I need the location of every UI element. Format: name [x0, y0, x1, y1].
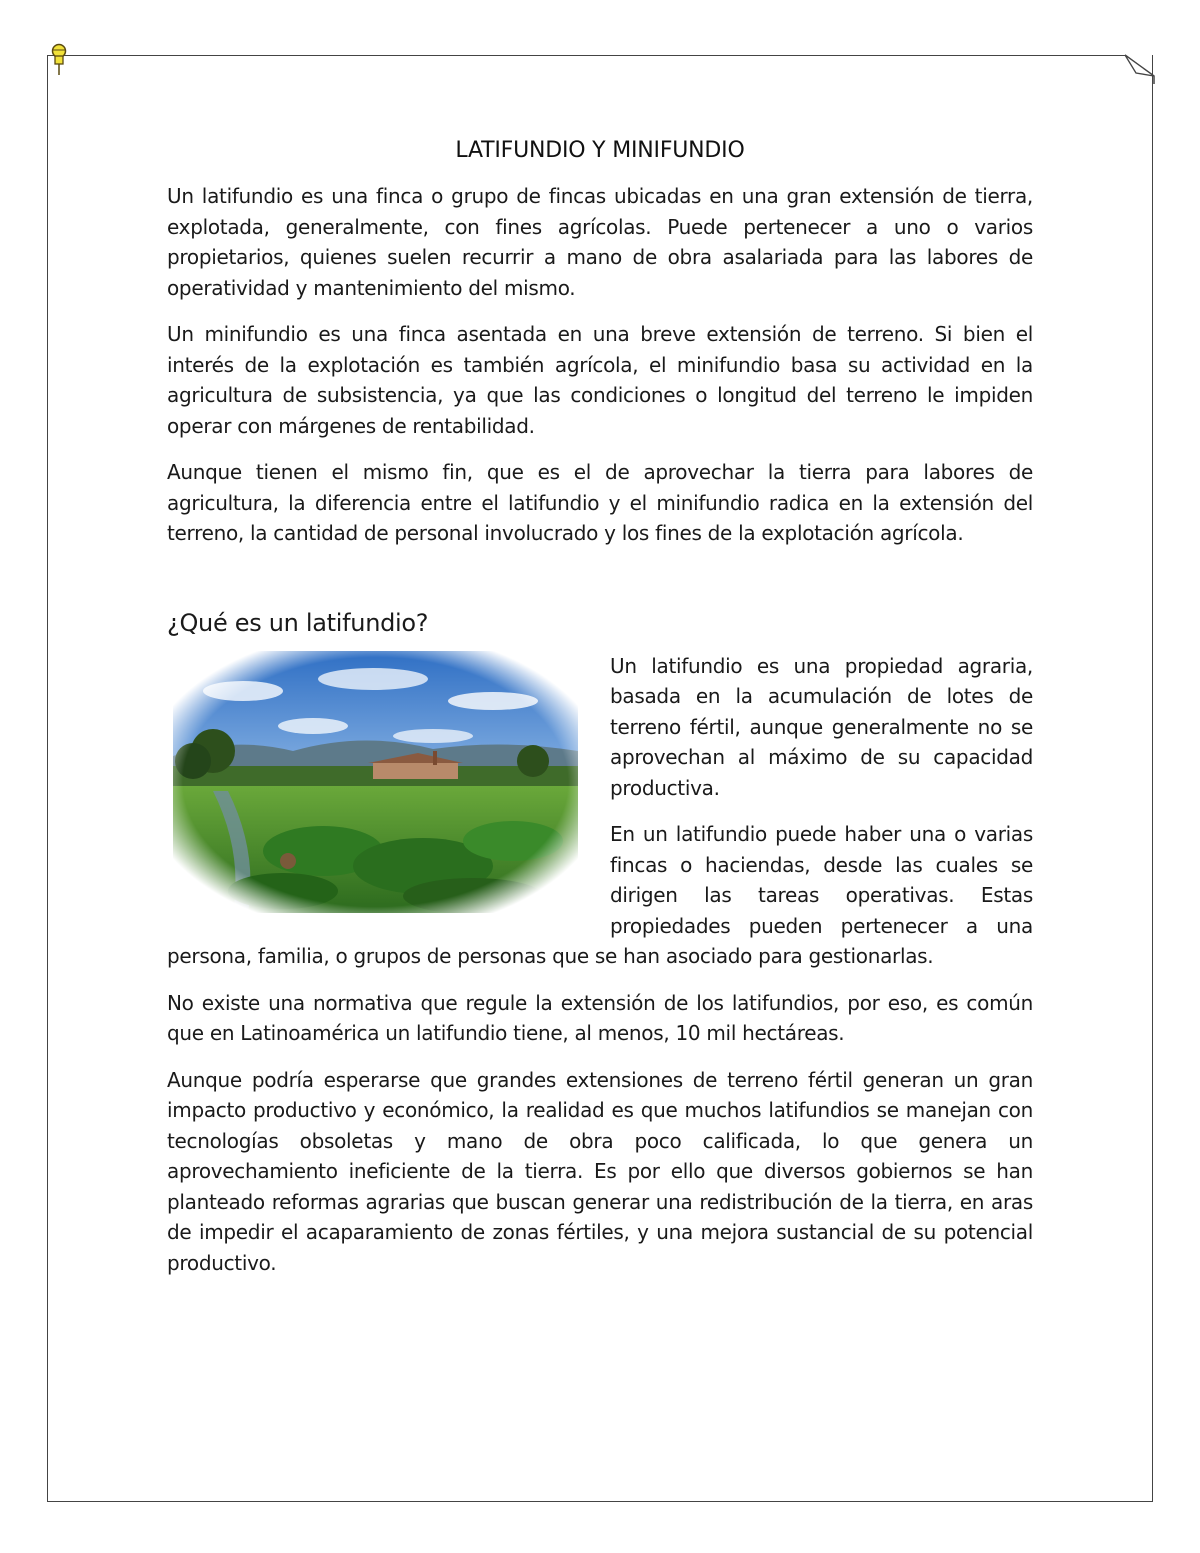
section-paragraph-3: No existe una normativa que regule la extensión de los latifundios, por eso, es común que en Latinoamérica un latifundio tiene, al menos, 10 mil hectáreas. — [167, 990, 1033, 1045]
section-paragraph-4: Aunque podría esperarse que grandes extensiones de terreno fértil generan un gran impacto productivo y económico, la realidad es que muchos latifundios se manejan con tecnologías obsoletas y mano de obra poco calificada, lo que genera un aprovechamiento ineficiente de la tierra. Es por ello que diversos gobiernos se han planteado reformas agrarias que buscan generar una redistribución de la tierra, en aras de impedir el acaparamiento de zonas fértiles, y una mejora sustancial de su potencial productivo. — [167, 1067, 1033, 1275]
section-paragraph-2: En un latifundio puede haber una o varias fincas o haciendas, desde las cuales se dirigen las tareas operativas. Estas propiedades pueden pertenecer a una persona, familia, o grupos de personas que se han asociado para gestionarlas. — [167, 822, 1033, 968]
pushpin-icon — [48, 42, 70, 76]
intro-paragraph-3: Aunque tienen el mismo fin, que es el de aprovechar la tierra para labores de agricultura, la diferencia entre el latifundio y el minifundio radica en la extensión del terreno, la cantidad de personal involucrado y los fines de la explotación agrícola. — [167, 460, 1033, 545]
intro-paragraph-1: Un latifundio es una finca o grupo de fincas ubicadas en una gran extensión de tierra, explotada, generalmente, con fines agrícolas. Puede pertenecer a uno o varios propietarios, quienes suelen recurrir a mano de obra asalariada para las labores de operatividad y mantenimiento del mismo. — [167, 184, 1033, 300]
section-heading: ¿Qué es un latifundio? — [167, 608, 429, 637]
document-content — [167, 138, 1033, 1294]
section-paragraph-1: Un latifundio es una propiedad agraria, basada en la acumulación de lotes de terreno fértil, aunque generalmente no se aprovechan al máximo de su capacidad productiva. — [610, 653, 1033, 800]
farm-landscape-image — [173, 651, 578, 913]
document-title: LATIFUNDIO Y MINIFUNDIO — [455, 138, 745, 163]
page-curl-icon — [1124, 54, 1155, 85]
intro-paragraph-2: Un minifundio es una finca asentada en una breve extensión de terreno. Si bien el interés de la explotación es también agrícola, el minifundio basa su actividad en la agricultura de subsistencia, ya que las condiciones o longitud del terreno le impiden operar con márgenes de rentabilidad. — [167, 322, 1033, 438]
